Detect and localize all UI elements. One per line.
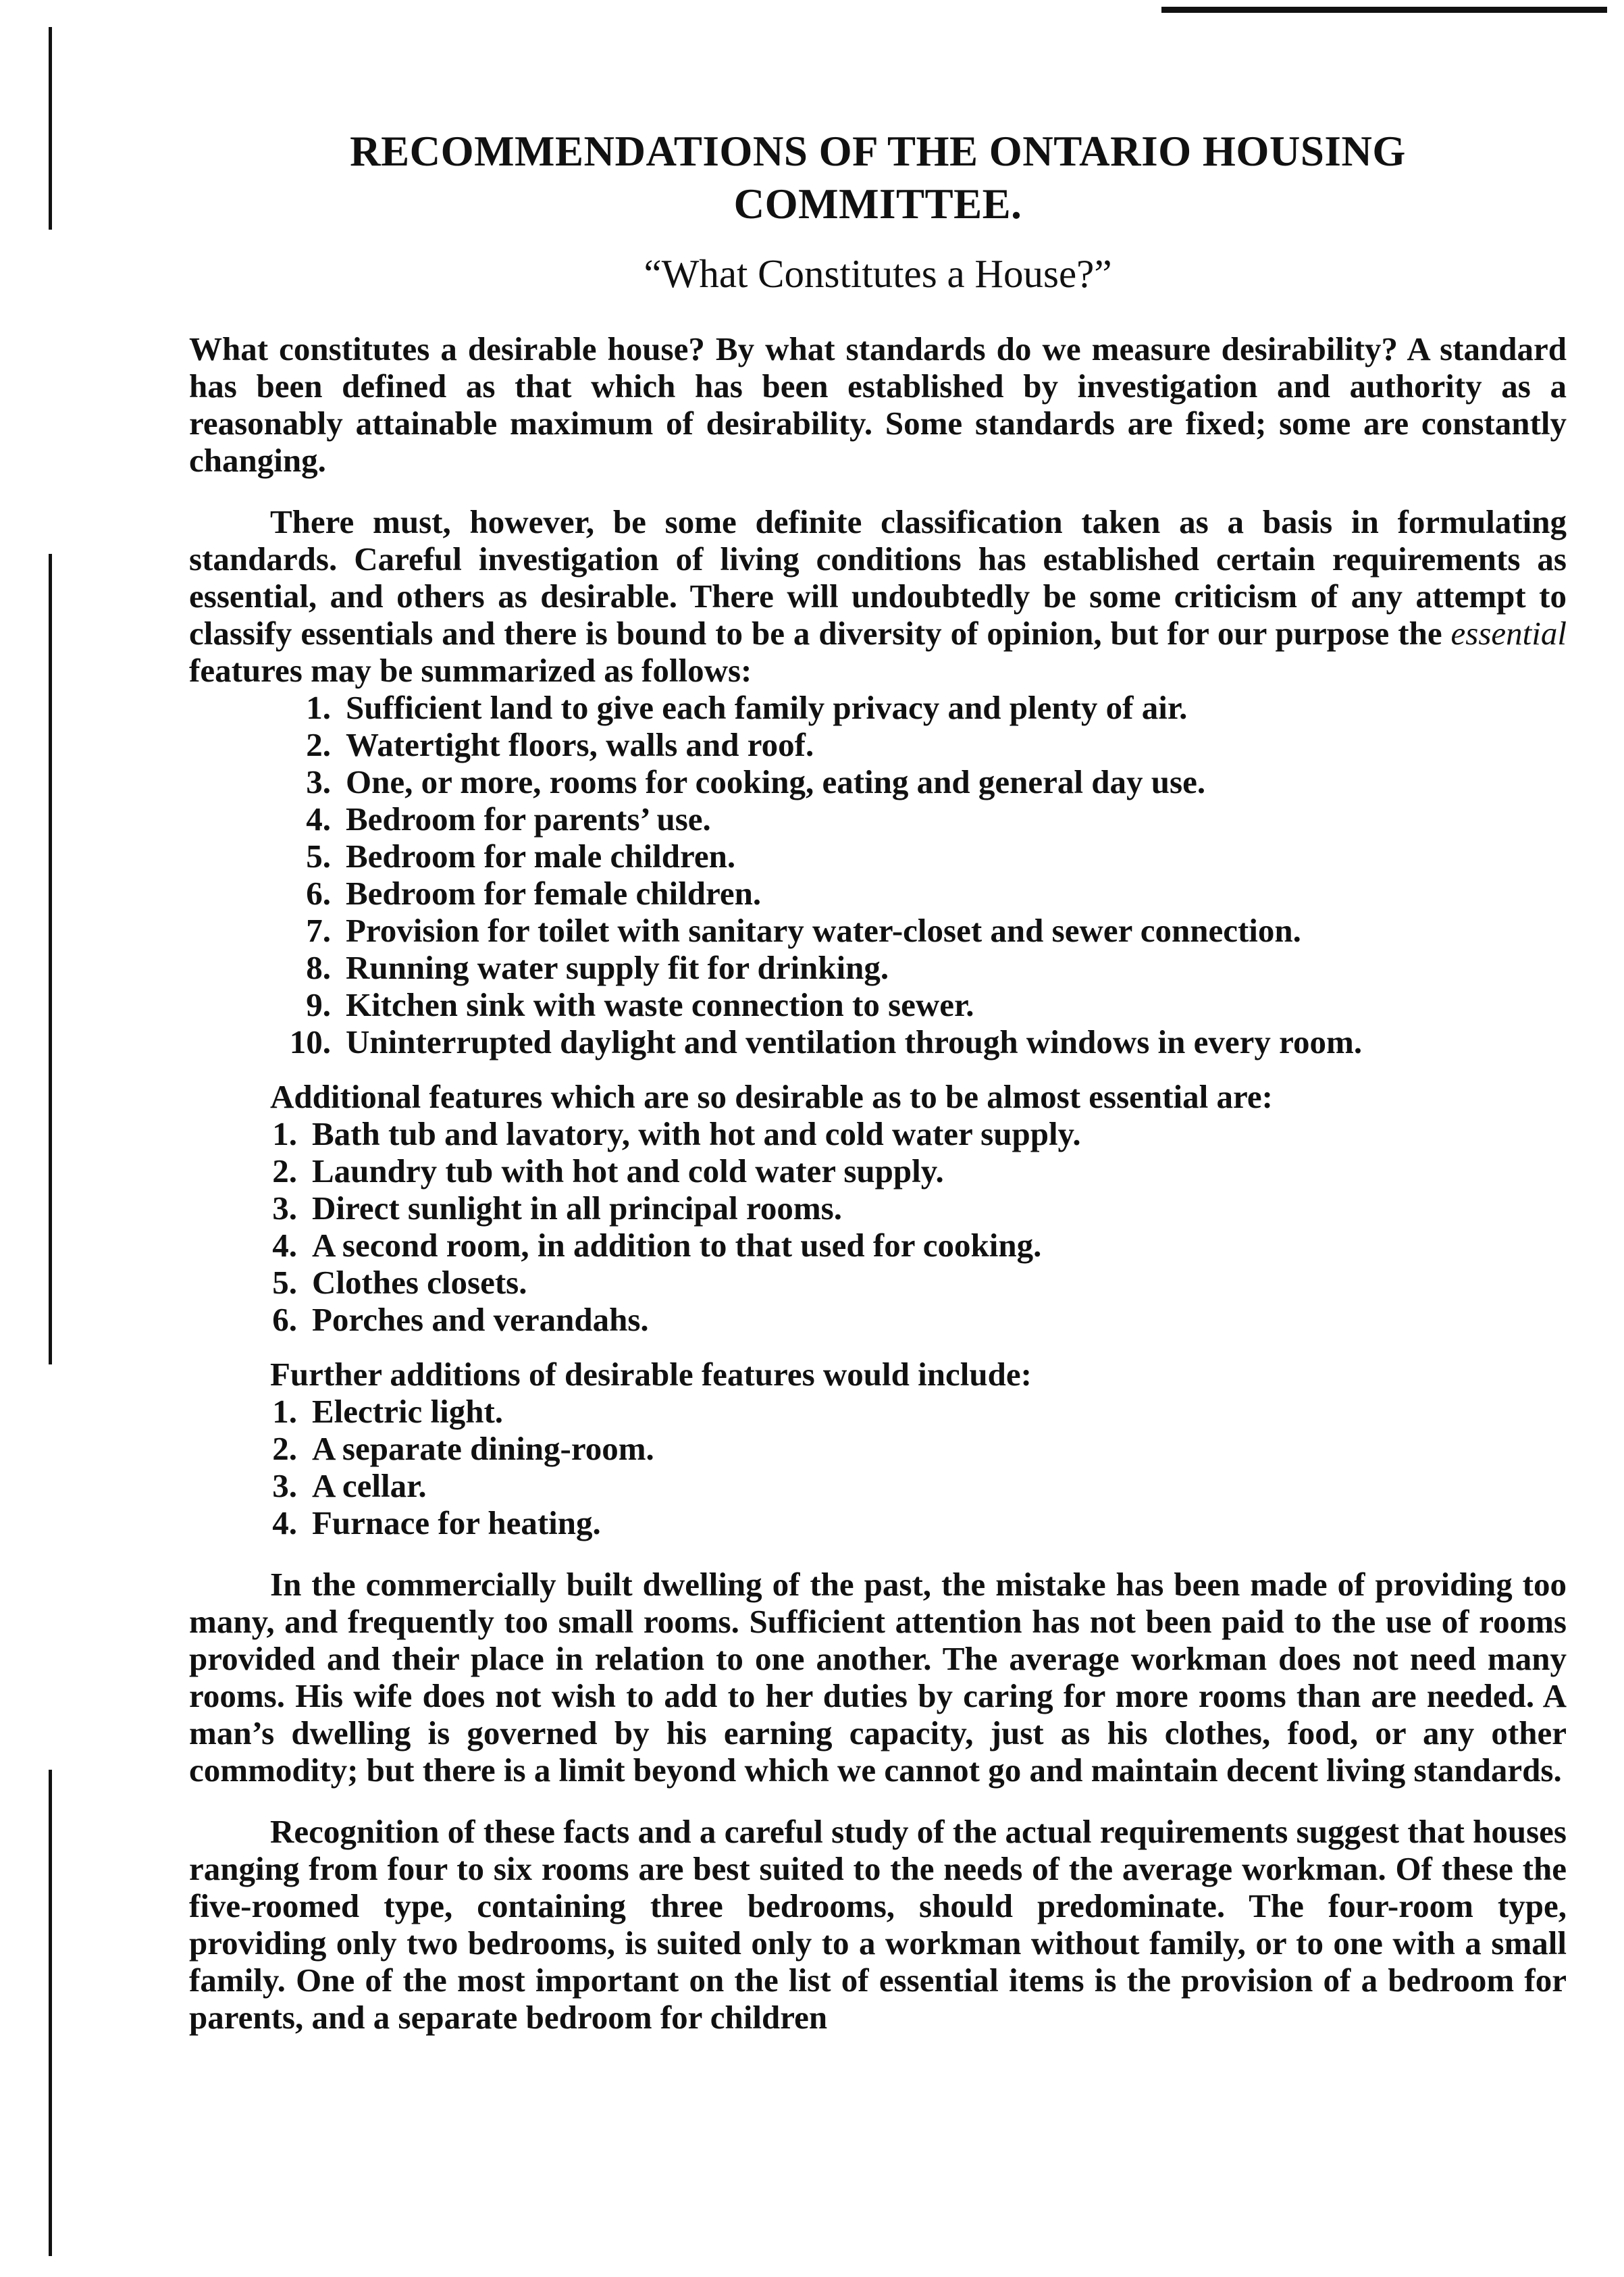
list-item: 8. Running water supply fit for drinking. — [306, 949, 889, 986]
list-item: 2. A separate dining-room. — [272, 1430, 654, 1467]
list-item: 4. Furnace for heating. — [272, 1504, 601, 1541]
list-item: 3. Direct sunlight in all principal rooms. — [272, 1189, 842, 1227]
list-item: 4. Bedroom for parents’ use. — [306, 800, 711, 838]
title-line-2: COMMITTEE. — [733, 180, 1022, 228]
document-body — [189, 125, 1567, 2036]
list-item: 9. Kitchen sink with waste connection to sewer. — [306, 986, 974, 1023]
top-rule — [1161, 7, 1607, 13]
list-item: 1. Sufficient land to give each family privacy and plenty of air. — [306, 689, 1188, 726]
list-item: 4. A second room, in addition to that used for cooking. — [272, 1227, 1042, 1264]
list-item: 2. Watertight floors, walls and roof. — [306, 726, 814, 763]
list-item: 2. Laundry tub with hot and cold water supply. — [272, 1152, 944, 1189]
list-item: 1. Electric light. — [272, 1393, 504, 1430]
document-subtitle: “What Constitutes a House?” — [644, 251, 1112, 296]
scan-edge-mark — [49, 1770, 52, 2256]
paragraph-classification-tail: features may be summarized as follows: — [189, 652, 752, 689]
scan-edge-mark — [49, 27, 52, 230]
list-item: 6. Porches and verandahs. — [272, 1301, 649, 1338]
paragraph-commercial-dwelling: In the commercially built dwelling of the past, the mistake has been made of providing too many, and frequently too small rooms. Sufficient attention has not been paid to the use of rooms provided and their place in relation to one another. The average workman does not need many rooms. His wife does not wish to add to her duties by caring for more rooms than are needed. A man’s dwelling is governed by his earning capacity, just as his clothes, food, or any other commodity; but there is a limit beyond which we cannot go and maintain decent living standards. — [189, 1566, 1567, 1789]
essential-features-list — [189, 689, 1567, 1060]
further-features-intro: Further additions of desirable features would include: — [270, 1356, 1032, 1393]
additional-features-list — [189, 1115, 1567, 1338]
list-item: 10. Uninterrupted daylight and ventilation through windows in every room. — [289, 1023, 1363, 1060]
list-item: 7. Provision for toilet with sanitary water-closet and sewer connection. — [306, 912, 1301, 949]
additional-features-intro: Additional features which are so desirable as to be almost essential are: — [270, 1078, 1273, 1115]
scan-edge-mark — [49, 554, 52, 1364]
title-line-1: RECOMMENDATIONS OF THE ONTARIO HOUSING — [350, 128, 1406, 175]
list-item: 5. Clothes closets. — [272, 1264, 527, 1301]
list-item: 1. Bath tub and lavatory, with hot and cold water supply. — [272, 1115, 1081, 1152]
further-features-list — [189, 1393, 1567, 1541]
list-item: 3. A cellar. — [272, 1467, 427, 1504]
list-item: 5. Bedroom for male children. — [306, 838, 736, 875]
document-title — [189, 125, 1567, 230]
paragraph-intro: What constitutes a desirable house? By what standards do we measure desirability? A standard has been defined as that which has been established by investigation and authority as a reasonably attainable maximum of desirability. Some standards are fixed; some are constantly changing. — [189, 330, 1567, 479]
paragraph-classification-text: There must, however, be some definite classification taken as a basis in formulating standards. Careful investigation of living conditions has established certain requirements as essential, and others as desirable. There will undoubtedly be some criticism of any attempt to classify essentials and there is bound to be a diversity of opinion, but for our purpose the — [189, 503, 1567, 652]
paragraph-classification — [189, 503, 1567, 689]
list-item: 6. Bedroom for female children. — [306, 875, 762, 912]
list-item: 3. One, or more, rooms for cooking, eating and general day use. — [306, 763, 1206, 800]
essential-emphasis: essential — [1450, 615, 1567, 652]
paragraph-recognition: Recognition of these facts and a careful study of the actual requirements suggest that houses ranging from four to six rooms are best suited to the needs of the average workman. Of these the five-roomed type, containing three bedrooms, should predominate. The four-room type, providing only two bedrooms, is suited only to a workman without family, or to one with a small family. One of the most important on the list of essential items is the provision of a bedroom for parents, and a separate bedroom for children — [189, 1813, 1567, 2036]
